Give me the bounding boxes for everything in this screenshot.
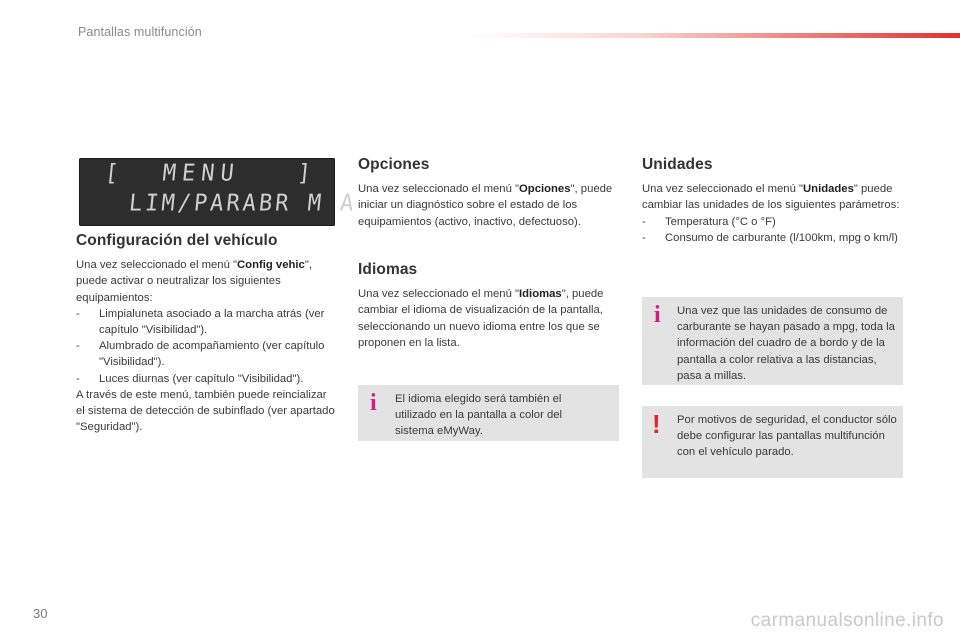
unidades-info-note bbox=[642, 297, 903, 385]
header-accent-bar bbox=[470, 33, 960, 38]
info-icon: i bbox=[654, 302, 661, 328]
config-section bbox=[76, 233, 338, 435]
page-number: 30 bbox=[33, 606, 48, 621]
idiomas-info-note bbox=[358, 385, 619, 441]
display-line-2: LIM/PARABR M A bbox=[127, 190, 358, 217]
opciones-section bbox=[358, 157, 620, 230]
list-item: - Consumo de carburante (l/100km, mpg o km/l) bbox=[642, 231, 898, 244]
info-icon: i bbox=[370, 390, 377, 416]
opciones-title: Opciones bbox=[358, 156, 430, 173]
unidades-section bbox=[642, 157, 904, 246]
config-title: Configuración del vehículo bbox=[76, 232, 278, 249]
note-text: El idioma elegido será también el utilizado en la pantalla a color del sistema eMyWay. bbox=[395, 393, 563, 438]
idiomas-section bbox=[358, 262, 620, 351]
config-outro: A través de este menú, también puede reincializar el sistema de detección de subinflado (ver apartado "Seguridad"). bbox=[76, 388, 335, 434]
display-screen-image bbox=[79, 158, 358, 226]
watermark: carmanualsonline.info bbox=[750, 610, 944, 631]
list-item: - Luces diurnas (ver capítulo "Visibilidad"). bbox=[76, 372, 304, 385]
opciones-text: Una vez seleccionado el menú "Opciones", puede iniciar un diagnóstico sobre el estado de los equipamientos (activo, inactivo, defectuoso). bbox=[358, 183, 613, 228]
list-item: - Limpialuneta asociado a la marcha atrás (ver capítulo "Visibilidad"). bbox=[76, 307, 325, 337]
header-title: Pantallas multifunción bbox=[78, 25, 202, 39]
unidades-warning-note bbox=[642, 406, 903, 478]
config-intro: Una vez seleccionado el menú "Config vehic", puede activar o neutralizar los siguientes equipamientos: bbox=[76, 259, 312, 304]
unidades-text: Una vez seleccionado el menú "Unidades" puede cambiar las unidades de los siguientes parámetros: bbox=[642, 183, 900, 212]
idiomas-title: Idiomas bbox=[358, 261, 418, 278]
list-item: - Temperatura (°C o °F) bbox=[642, 215, 776, 228]
note-text: Por motivos de seguridad, el conductor sólo debe configurar las pantallas multifunción con el vehículo parado. bbox=[677, 414, 897, 459]
list-item: - Alumbrado de acompañamiento (ver capítulo "Visibilidad"). bbox=[76, 340, 325, 369]
warning-icon: ! bbox=[652, 409, 661, 439]
unidades-title: Unidades bbox=[642, 156, 713, 173]
note-text: Una vez que las unidades de consumo de carburante se hayan pasado a mpg, toda la información del cuadro de a bordo y de la pantalla a color relativa a las distancias, pasa a millas. bbox=[677, 305, 895, 382]
idiomas-text: Una vez seleccionado el menú "Idiomas", puede cambiar el idioma de visualización de la pantalla, seleccionando un nuevo idioma entre los que se proponen en la lista. bbox=[358, 288, 604, 349]
display-line-1: [ MENU ] bbox=[103, 160, 319, 187]
